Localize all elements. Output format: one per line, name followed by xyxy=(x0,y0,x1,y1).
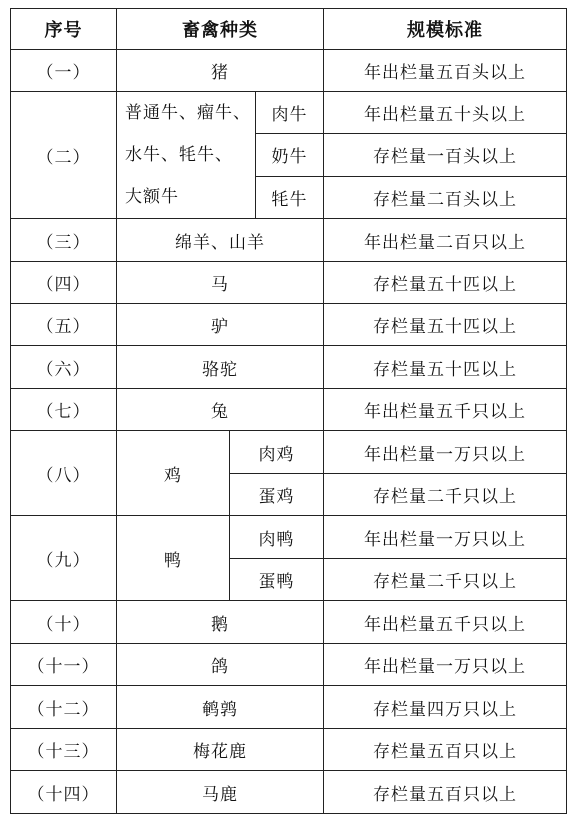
seq-cell: （八） xyxy=(11,431,117,516)
standard-cell: 年出栏量一万只以上 xyxy=(324,431,567,474)
kind-cell: 鹅 xyxy=(117,601,324,644)
subkind-cell: 牦牛 xyxy=(256,176,324,218)
table-row xyxy=(11,304,567,346)
header-standard: 规模标准 xyxy=(324,9,567,50)
table-row xyxy=(11,601,567,644)
standard-cell: 存栏量五十匹以上 xyxy=(324,304,567,346)
kind-cell: 骆驼 xyxy=(117,346,324,389)
seq-cell: （十二） xyxy=(11,686,117,729)
table-row xyxy=(11,686,567,729)
standard-cell: 年出栏量五千只以上 xyxy=(324,389,567,431)
kind-cell: 鹌鹑 xyxy=(117,686,324,729)
kind-cell: 鸡 xyxy=(117,431,230,516)
kind-cell: 鸽 xyxy=(117,644,324,686)
cattle-kind-line: 大额牛 xyxy=(125,187,179,207)
kind-cell: 马鹿 xyxy=(117,771,324,814)
standard-cell: 存栏量五十匹以上 xyxy=(324,262,567,304)
table-row xyxy=(11,729,567,771)
standard-cell: 存栏量一百头以上 xyxy=(324,134,567,176)
header-row xyxy=(11,9,567,50)
table-row xyxy=(11,346,567,389)
standard-cell: 年出栏量一万只以上 xyxy=(324,516,567,559)
subkind-cell: 奶牛 xyxy=(256,134,324,176)
kind-cell-cattle xyxy=(117,92,256,219)
table-row xyxy=(11,431,567,474)
subkind-cell: 肉鸭 xyxy=(230,516,324,559)
standard-cell: 存栏量五十匹以上 xyxy=(324,346,567,389)
seq-cell: （五） xyxy=(11,304,117,346)
standard-cell: 年出栏量二百只以上 xyxy=(324,219,567,262)
table-row xyxy=(11,50,567,92)
kind-cell: 马 xyxy=(117,262,324,304)
standard-cell: 存栏量五百只以上 xyxy=(324,729,567,771)
table-row xyxy=(11,516,567,559)
kind-cell: 驴 xyxy=(117,304,324,346)
standard-cell: 年出栏量五百头以上 xyxy=(324,50,567,92)
seq-cell: （七） xyxy=(11,389,117,431)
table-row xyxy=(11,771,567,814)
kind-cell: 猪 xyxy=(117,50,324,92)
table-row xyxy=(11,389,567,431)
subkind-cell: 蛋鸡 xyxy=(230,474,324,516)
standard-cell: 存栏量二百头以上 xyxy=(324,176,567,218)
standard-cell: 年出栏量五十头以上 xyxy=(324,92,567,134)
table-row xyxy=(11,92,567,134)
table-row xyxy=(11,219,567,262)
subkind-cell: 肉牛 xyxy=(256,92,324,134)
seq-cell: （九） xyxy=(11,516,117,601)
standard-cell: 存栏量二千只以上 xyxy=(324,474,567,516)
seq-cell: （十三） xyxy=(11,729,117,771)
cattle-kind-line: 普通牛、瘤牛、 xyxy=(125,103,251,123)
header-seq: 序号 xyxy=(11,9,117,50)
seq-cell: （一） xyxy=(11,50,117,92)
seq-cell: （十一） xyxy=(11,644,117,686)
table-row xyxy=(11,262,567,304)
seq-cell: （三） xyxy=(11,219,117,262)
standard-cell: 年出栏量一万只以上 xyxy=(324,644,567,686)
seq-cell: （二） xyxy=(11,92,117,219)
standard-cell: 年出栏量五千只以上 xyxy=(324,601,567,644)
kind-cell: 鸭 xyxy=(117,516,230,601)
standard-cell: 存栏量二千只以上 xyxy=(324,559,567,601)
kind-cell: 梅花鹿 xyxy=(117,729,324,771)
subkind-cell: 肉鸡 xyxy=(230,431,324,474)
standard-cell: 存栏量四万只以上 xyxy=(324,686,567,729)
standard-cell: 存栏量五百只以上 xyxy=(324,771,567,814)
seq-cell: （十） xyxy=(11,601,117,644)
table-row xyxy=(11,644,567,686)
livestock-scale-table xyxy=(10,8,567,814)
seq-cell: （四） xyxy=(11,262,117,304)
seq-cell: （六） xyxy=(11,346,117,389)
seq-cell: （十四） xyxy=(11,771,117,814)
cattle-kind-line: 水牛、牦牛、 xyxy=(125,145,233,165)
header-kind: 畜禽种类 xyxy=(117,9,324,50)
subkind-cell: 蛋鸭 xyxy=(230,559,324,601)
kind-cell: 绵羊、山羊 xyxy=(117,219,324,262)
kind-cell: 兔 xyxy=(117,389,324,431)
